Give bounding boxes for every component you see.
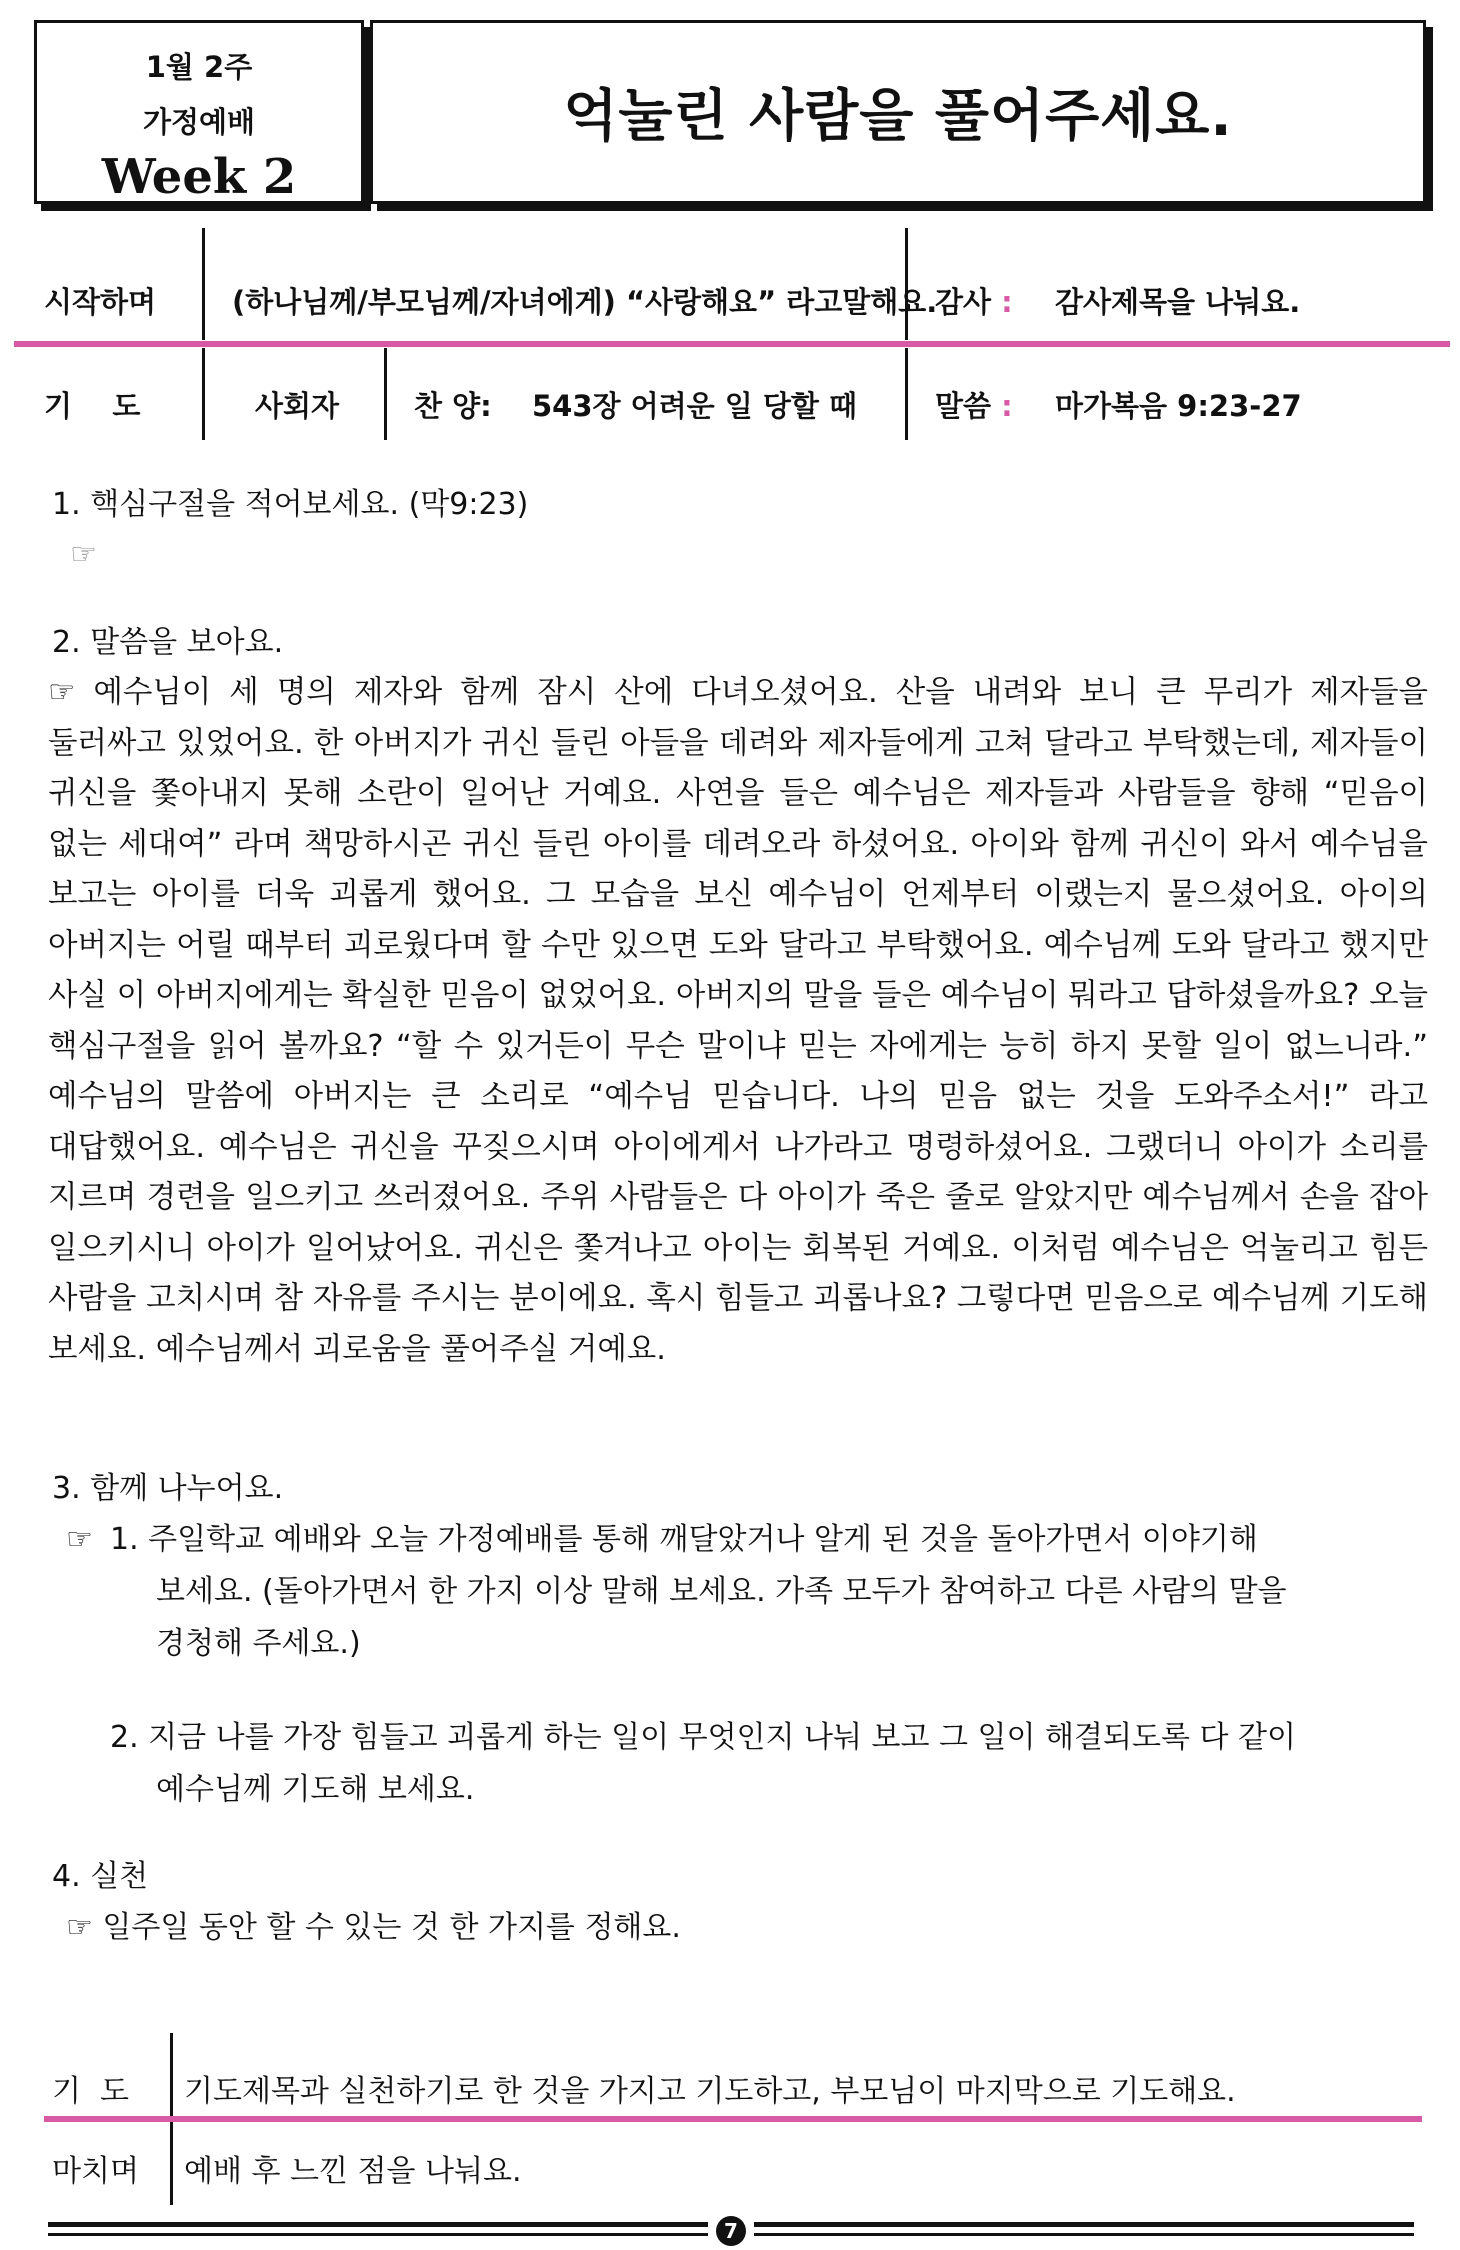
word-text: 마가복음 9:23-27	[1055, 389, 1302, 423]
week-label: Week 2	[101, 149, 297, 205]
closing-text: 예배 후 느낀 점을 나눠요.	[184, 2154, 522, 2189]
section3-heading: 3. 함께 나누어요.	[52, 1471, 284, 1506]
thanks-label: 감사 :	[935, 285, 1013, 319]
divider	[384, 348, 387, 440]
section1-heading: 1. 핵심구절을 적어보세요. (막9:23)	[52, 487, 529, 522]
pink-divider	[14, 341, 1450, 347]
share-item-2-line1: 2. 지금 나를 가장 힘들고 괴롭게 하는 일이 무엇인지 나눠 보고 그 일이 해결되도록 다 같이	[110, 1720, 1296, 1755]
divider	[202, 228, 205, 340]
section2-heading: 2. 말씀을 보아요.	[52, 625, 284, 660]
practice-text: ☞ 일주일 동안 할 수 있는 것 한 가지를 정해요.	[66, 1910, 681, 1945]
divider	[905, 348, 908, 440]
bottom-rule	[754, 2222, 1414, 2227]
prayer-label: 기 도	[44, 389, 141, 423]
date-label: 1월 2주	[145, 50, 253, 84]
thanks-text: 감사제목을 나눠요.	[1055, 285, 1301, 319]
share-item-2-line2: 예수님께 기도해 보세요.	[156, 1772, 475, 1807]
hymn-text: 543장 어려운 일 당할 때	[532, 389, 858, 423]
bottom-rule	[754, 2233, 1414, 2236]
week-box	[34, 20, 364, 204]
divider	[202, 348, 205, 440]
footer-prayer-text: 기도제목과 실천하기로 한 것을 가지고 기도하고, 부모님이 마지막으로 기도해요.	[184, 2074, 1236, 2109]
start-text: (하나님께/부모님께/자녀에게) “사랑해요” 라고말해요.	[232, 285, 938, 319]
pink-divider	[44, 2116, 1422, 2122]
pointer-icon: ☞	[70, 537, 97, 572]
share-item-1-line2: 보세요. (돌아가면서 한 가지 이상 말해 보세요. 가족 모두가 참여하고 다른 사람의 말을	[156, 1574, 1287, 1609]
share-item-1-line1: 1. 주일학교 예배와 오늘 가정예배를 통해 깨달았거나 알게 된 것을 돌아가면서 이야기해	[110, 1522, 1258, 1557]
footer-prayer-label: 기 도	[52, 2074, 130, 2109]
section4-heading: 4. 실천	[52, 1859, 149, 1894]
pointer-icon: ☞	[66, 1522, 93, 1557]
hymn-label: 찬 양:	[414, 389, 492, 423]
closing-label: 마치며	[52, 2154, 139, 2189]
bottom-rule	[48, 2222, 708, 2227]
section2-paragraph: ☞ 예수님이 세 명의 제자와 함께 잠시 산에 다녀오셨어요. 산을 내려와 보니 큰 무리가 제자들을 둘러싸고 있었어요. 한 아버지가 귀신 들린 아들을 데려와 제자들에게 고쳐 달라고 부탁했는데, 제자들이 귀신을 쫓아내지 못해 소란이 일어난 거예요. 사연을 들은 예수님은 제자들과 사람들을 향해 “믿음이 없는 세대여” 라며 책망하시곤 귀신 들린 아이를 데려오라 하셨어요. 아이와 함께 귀신이 와서 예수님을 보고는 아이를 더욱 괴롭게 했어요. 그 모습을 보신 예수님이 언제부터 이랬는지 물으셨어요. 아이의 아버지는 어릴 때부터 괴로웠다며 할 수만 있으면 도와 달라고 부탁했어요. 예수님께 도와 달라고 했지만 사실 이 아버지에게는 확실한 믿음이 없었어요. 아버지의 말을 들은 예수님이 뭐라고 답하셨을까요? 오늘 핵심구절을 읽어 볼까요? “할 수 있거든이 무슨 말이냐 믿는 자에게는 능히 하지 못할 일이 없느니라.” 예수님의 말씀에 아버지는 큰 소리로 “예수님 믿습니다. 나의 믿음 없는 것을 도와주소서!” 라고 대답했어요. 예수님은 귀신을 꾸짖으시며 아이에게서 나가라고 명령하셨어요. 그랬더니 아이가 소리를 지르며 경련을 일으키고 쓰러졌어요. 주위 사람들은 다 아이가 죽은 줄로 알았지만 예수님께서 손을 잡아 일으키시니 아이가 일어났어요. 귀신은 쫓겨나고 아이는 회복된 거예요. 이처럼 예수님은 억눌리고 힘든 사람을 고치시며 참 자유를 주시는 분이에요. 혹시 힘들고 괴롭나요? 그렇다면 믿음으로 예수님께 기도해 보세요. 예수님께서 괴로움을 풀어주실 거예요.	[48, 675, 1428, 1367]
page-title: 억눌린 사람을 풀어주세요.	[563, 84, 1233, 149]
share-item-1-line3: 경청해 주세요.)	[156, 1626, 361, 1661]
title-box	[370, 20, 1426, 204]
leader-label: 사회자	[255, 389, 340, 423]
word-label: 말씀 :	[935, 389, 1013, 423]
page-number: 7	[716, 2216, 746, 2246]
service-label: 가정예배	[142, 105, 256, 139]
start-label: 시작하며	[44, 285, 157, 319]
bottom-rule	[48, 2233, 708, 2236]
